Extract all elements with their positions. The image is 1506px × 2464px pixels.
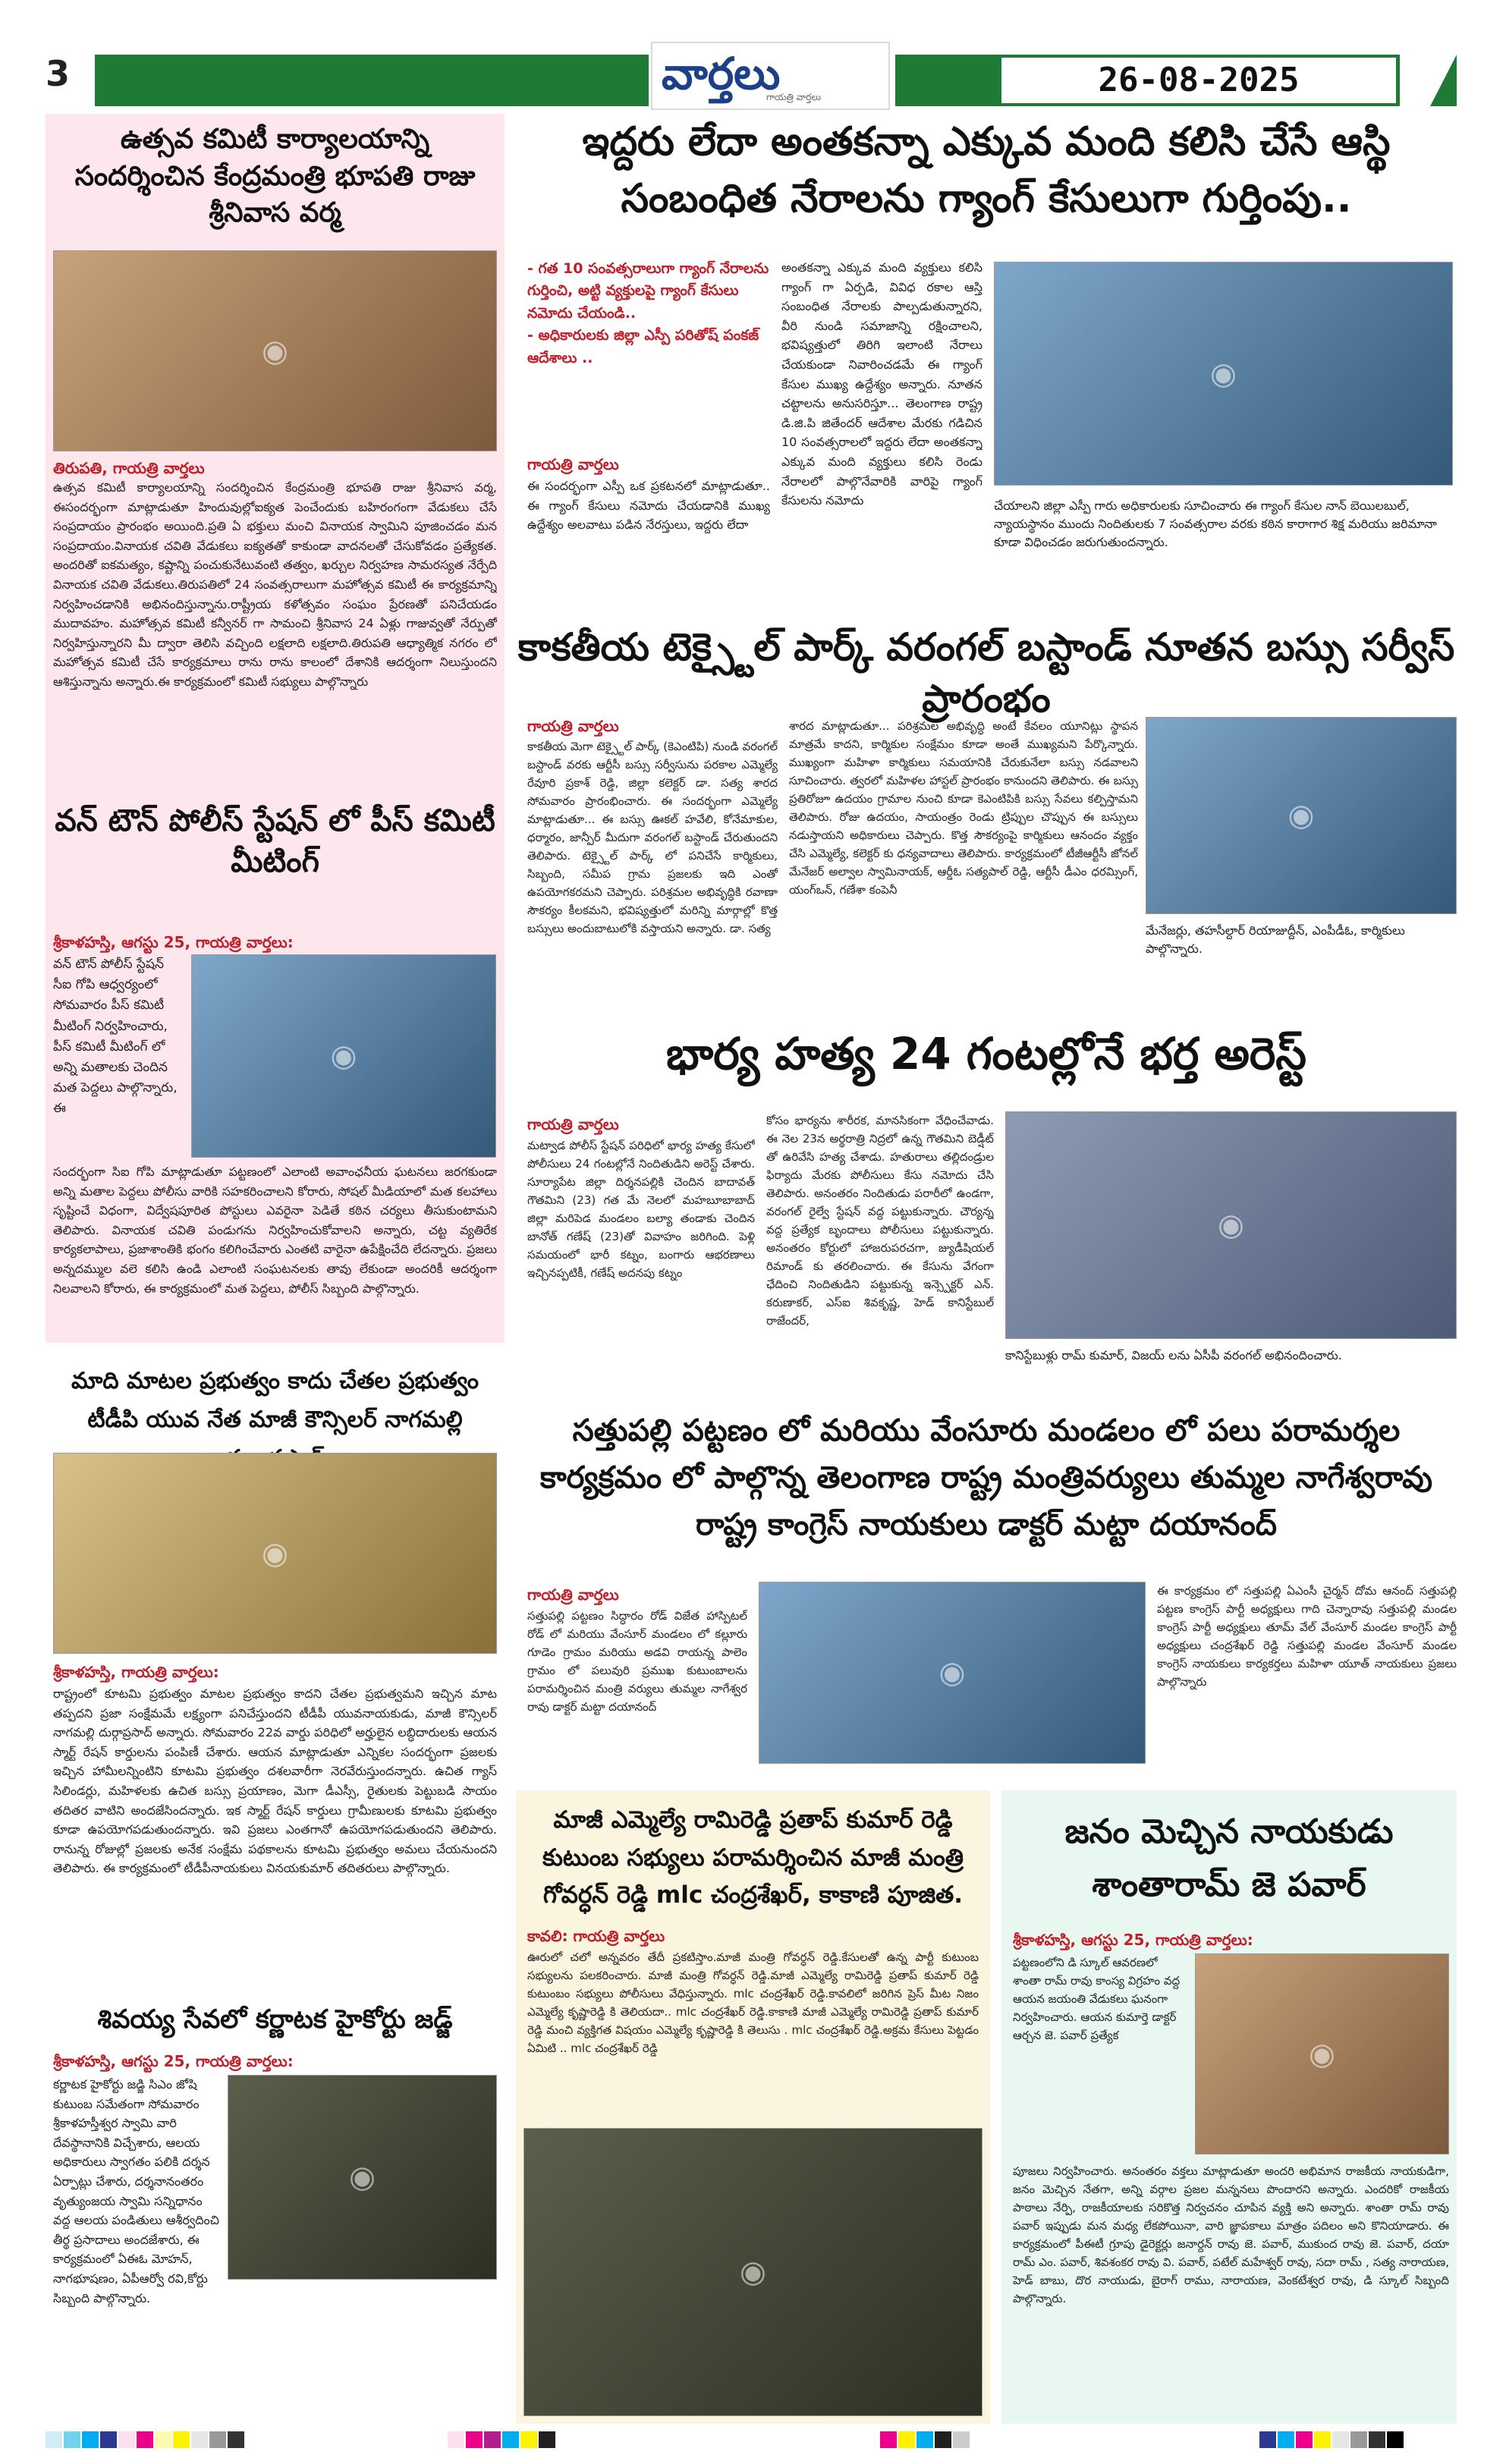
article-body: ఉత్సవ కమిటీ కార్యాలయాన్ని సందర్శించిన కేంద్రమంత్రి భూపతి రాజు శ్రీనివాస వర్మ, ఈసందర్భంగా మాట్లాడుతూ హిందువుల్లోఐక్యత పెంచేందుకు బహిరంగంగా వేడుకలు చేసే సంప్రదాయం ప్రారంభం అయింది.ప్రతి ఏ భక్తులు మంచి వినాయక స్వామిని పూజించడం మన సంప్రదాయం.వినాయక చవితి వేడుకలు ఐక్యతతో కాకుండా వాదనలతో చేసుకోవడం ప్రత్యేకత. అందరితో ఐకమత్యం, కష్టాన్ని పంచుకునేటువంటి తత్వం, ఖర్చుల నిర్వహణ సామరస్యత నేర్పేది వినాయక చవితి వేడుకలు.తిరుపతిలో 24 సంవత్సరాలుగా మహోత్సవ కమిటీ ఈ కార్యక్రమాన్ని నిర్వహించడానికి అభినందిస్తున్నాను.రాష్ట్రీయ కళోత్సవం సంఘం ప్రేరణతో పనిచేయడం ముదావహం. మహోత్సవ కమిటీ కన్వీనర్ గా సామంచి శ్రీనివాస 24 ఏళ్లు గాజువ్వతో నేర్పుతో నిర్వహిస్తున్నారని మీ ద్వారా తెలిసి వచ్చింది లక్షలాది లక్షలాది.తిరుపతి ఆధ్యాత్మిక నగరం లో మహోత్సవ కమిటీ చేసే కార్యక్రమాలు రాను రాను కాలంలో దేశానికి ఆదర్శంగా నిలుస్తుందని ఆశిస్తున్నాను అన్నారు.ఈ కార్యక్రమంలో కమిటీ సభ్యులు పాల్గొన్నారు <box>53 480 497 689</box>
article-byline: తిరుపతి, గాయత్రి వార్తలు <box>53 459 205 477</box>
article-byline: గాయత్రి వార్తలు <box>527 1115 619 1133</box>
article-body: అంతకన్నా ఎక్కువ మంది వ్యక్తులు కలిసి గ్యాంగ్ గా ఏర్పడి, వివిధ రకాల ఆస్తి సంబంధిత నేరాలకు పాల్పడుతున్నారని, వీరి నుండి సమాజాన్ని రక్షించాలని, భవిష్యత్తులో తిరిగి ఇలాంటి నేరాలు చేయకుండా నివారించడమే ఈ గ్యాంగ్ కేసుల ముఖ్య ఉద్దేశ్యం అన్నారు. నూతన చట్టాలను అనుసరిస్తూ... తెలంగాణ రాష్ట్ర డి.జి.పి జితేందర్ ఆదేశాల మేరకు గడిచిన 10 సంవత్సరాలలో ఇద్దరు లేదా అంతకన్నా ఎక్కువ మంది వ్యక్తులు కలిసి రెండు నేరాలలో పాల్గొనేవారికి వారిపై గ్యాంగ్ కేసులను నమోదు <box>781 260 983 508</box>
logo-text: వార్తలు <box>662 48 781 99</box>
logo-subtext: గాయత్రి వార్తలు <box>766 92 822 102</box>
article-headline: మాది మాటల ప్రభుత్వం కాదు చేతల ప్రభుత్వం టీడీపి యువ నేత మాజీ కౌన్సిలర్ నాగమల్లి <box>71 1368 479 1433</box>
article-byline: గాయత్రి వార్తలు <box>527 717 619 735</box>
article-body: ఈ కార్యక్రమం లో సత్తుపల్లి ఏఎంసీ చైర్మన్ దోమ ఆనంద్ సత్తుపల్లి పట్టణ కాంగ్రెస్ పార్టీ అధ్యక్షులు గాది చెన్నారావు సత్తుపల్లి మండల కాంగ్రెస్ పార్టీ అధ్యక్షులు తూమ్ వేల్ వేంసూర్ మండల కాంగ్రెస్ పార్టీ అధ్యక్షులు చంద్రశేఖర్ రెడ్డి సత్తుపల్లి మండల వేంసూర్ మండల కాంగ్రెస్ నాయకులు కార్యకర్తలు మహిళా యూత్ నాయకులు ప్రజలు పాల్గొన్నారు <box>1157 1584 1457 1689</box>
article-headline: ఉత్సవ కమిటీ కార్యాలయాన్ని సందర్శించిన కేంద్రమంత్రి భూపతి రాజు శ్రీనివాస వర్మ <box>74 124 476 229</box>
article-body: సందర్భంగా సిఐ గోపి మాట్లాడుతూ పట్టణంలో ఎలాంటి అవాంఛనీయ ఘటనలు జరగకుండా అన్ని మతాల పెద్దలు పోలీసు వారికి సహకరించాలని కోరారు, సోషల్ మీడియాలో మత కలహాలు సృష్టించే విధంగా, విద్వేషపూరిత పోస్టులు ఎవరైనా పెడితే కఠిన చర్యలు తీసుకుంటామని తెలిపారు. వినాయక చవితి పండుగను నిర్వహించుకోవాలని అన్నారు, చట్ట వ్యతిరేక కార్యకలాపాలు, ప్రజాశాంతికి భంగం కలిగించేవారు ఎంతటి వారైనా ఉపేక్షించేది లేదన్నారు. ప్రజలు అన్నదమ్ముల వలె కలిసి ఉండి ఎలాంటి సంఘటనలకు తావు లేకుండా అందరికీ ఆదర్శంగా నిలవాలని కోరారు, ఈ కార్యక్రమంలో మత పెద్దలు, పోలీస్ సిబ్బంది పాల్గొన్నారు. <box>53 1164 497 1296</box>
article-byline: గాయత్రి వార్తలు <box>527 455 619 473</box>
print-color-bar-left <box>46 2431 303 2448</box>
page-number: 3 <box>46 53 71 94</box>
article-body: శారద మాట్లాడుతూ... పరిశ్రమల అభివృద్ధి అంటే కేవలం యూనిట్లు స్థాపన మాత్రమే కాదని, కార్మికుల సంక్షేమం కూడా అంతే ముఖ్యమని పేర్కొన్నారు. ముఖ్యంగా మహిళా కార్మికులు సమయానికి చేరుకునేలా బస్సు నడవాలని సూచించారు. త్వరలో మహిళల హాస్టల్ ప్రారంభం కానుందని తెలిపారు. ఈ బస్సు ప్రతిరోజూ ఉదయం గ్రామాల నుంచి కూడా కెఎంటిపికి బస్సు సేవలు కల్పిస్తామని తెలిపారు. రోజు ఉదయం, సాయంత్రం రెండు ట్రిప్పుల చొప్పున ఈ బస్సులు నడుస్తాయని అధికారులు చెప్పారు. కొత్త సౌకర్యంపై కార్మికులు ఆనందం వ్యక్తం చేసి ఎమ్మెల్యే, కలెక్టర్ కు ధన్యవాదాలు తెలిపారు. కార్యక్రమంలో టీజీఆర్టీసీ జోనల్ మేనేజర్ అల్వాల స్వామినాయక్, ఆర్డీఓ సత్యపాల్ రెడ్డి, ఆర్టీసీ డీఎం ధరమ్సింగ్, యంగ్ఒన్, గణేశా కంపెనీ <box>789 719 1138 897</box>
article-body: కోసం భార్యను శారీరక, మానసికంగా వేధించేవాడు. ఈ నెల 23న అర్థరాత్రి నిద్రలో ఉన్న గౌతమిని బెడ్షీట్ తో ఉరివేసి హత్య చేశాడు. హతురాలు తల్లిదండ్రుల ఫిర్యాదు మేరకు పోలీసులు కేసు నమోదు చేసి తెలిపారు. అనంతరం నిందితుడు పరారీలో ఉండగా, వరంగల్ రైల్వే స్టేషన్ వద్ద పట్టుకున్నారు. చౌర్యన్న వద్ద ప్రత్యేక బృందాలు పోలీసులు పట్టుకున్నారు. అనంతరం కోర్టులో హాజరుపరచగా, జ్యుడీషియల్ రిమాండ్ కు తరలించారు. ఈ కేసును వేగంగా ఛేదించి నిందితుడిని పట్టుకున్న ఇన్స్పెక్టర్ ఎన్. కరుణాకర్, ఎస్ఐ శివకృష్ణ, హెడ్ కానిస్టేబుల్ రాజేందర్, <box>766 1114 994 1328</box>
print-color-bar-center <box>880 2431 1093 2448</box>
article-byline: గాయత్రి వార్తలు <box>527 1586 619 1604</box>
header-flag-icon <box>1400 55 1457 106</box>
article-photo: ◉ <box>1146 717 1457 914</box>
article-headline: మాజీ ఎమ్మెల్యే రామిరెడ్డి ప్రతాప్ కుమార్ రెడ్డి కుటుంబ సభ్యులు పరామర్శించిన మాజీ మంత్రి గోవర్ధన్ రెడ్డి mlc చంద్రశేఖర్, కాకాణి పూజిత. <box>542 1806 964 1909</box>
article-headline: జనం మెచ్చిన నాయకుడు శాంతారామ్ జె పవార్ <box>1064 1812 1394 1905</box>
article-body: రాష్ట్రంలో కూటమి ప్రభుత్వం మాటల ప్రభుత్వం కాదని చేతల ప్రభుత్వమని ఇచ్చిన మాట తప్పదని ప్రజా సంక్షేమమే లక్ష్యంగా పనిచేస్తుందని టీడీపీ యువనాయకుడు, మాజీ కౌన్సిలర్ నాగమల్లి దుర్గాప్రసాద్ అన్నారు. సోమవారం 22వ వార్డు పరిధిలో అర్హులైన లబ్ధిదారులకు ఆయన స్మార్ట్ రేషన్ కార్డులను పంపిణీ చేశారు. ఆయన మాట్లాడుతూ ఎన్నికల సందర్భంగా ప్రజలకు ఇచ్చిన హామీలన్నింటిని కూటమి ప్రభుత్వం దశలవారీగా నెరవేరుస్తుందన్నారు. ఉచిత గ్యాస్ సిలిండర్లు, మహిళలకు ఉచిత బస్సు ప్రయాణం, మెగా డీఎస్సీ, రైతులకు పెట్టుబడి సాయం తదితర వాటిని అందజేసిందన్నారు. ఇక స్మార్ట్ రేషన్ కార్డులు గ్రామీణులకు కూటమి ప్రభుత్వం కూడా ఉపయోగపడుతుందన్నారు. ఇవి ప్రజలు ఎంతగానో ఉపయోగపడుతుందని తెలిపారు. రానున్న రోజుల్లో ప్రజలకు అనేక సంక్షేమ పథకాలను కూటమి ప్రభుత్వం అమలు చేయనుందని తెలిపారు. ఈ కార్యక్రమంలో టీడీపీనాయకులు వినయకుమార్ తదితరులు పాల్గొన్నారు. <box>53 1686 497 1876</box>
article-body: సత్తుపల్లి పట్టణం సిద్ధారం రోడ్ విజేత హాస్పిటల్ రోడ్ లో మరియు వేంసూర్ మండలం లో కల్లూరు గూడెం గ్రామం మరియు అడవి రాయన్న పాలెం గ్రామం లో పలువురి ప్రముఖ కుటుంబాలను పరామర్శించిన మంత్రి వర్యులు తుమ్మల నాగేశ్వర రావు డాక్టర్ మట్టా దయానంద్ <box>527 1609 747 1714</box>
print-color-bar-center <box>448 2431 660 2448</box>
article-body-side: పట్టణంలోని డి స్కూల్ ఆవరణలో శాంతా రామ్ రావు కాంస్య విగ్రహం వద్ద ఆయన జయంతి వేడుకలు ఘనంగా నిర్వహించారు. ఆయన కుమార్తె డాక్టర్ ఆర్చన జె. పవార్ ప్రత్యేక <box>1013 1956 1181 2042</box>
article-body-side: వన్ టౌన్ పోలీస్ స్టేషన్ సీఐ గోపి ఆధ్వర్యంలో సోమవారం పీస్ కమిటీ మీటింగ్ నిర్వహించారు, పీస్ కమిటీ మీటింగ్ లో అన్ని మతాలకు చెందిన మత పెద్దలు పాల్గొన్నారు, ఈ <box>53 957 178 1117</box>
photo-caption: మేనేజర్లు, తహసీల్దార్ రియాజుద్దీన్, ఎంపీడీఓ, కార్మికులు పాల్గొన్నారు. <box>1146 923 1405 956</box>
article-photo: ◉ <box>53 250 497 451</box>
article-byline: శ్రీకాళహస్తి, ఆగస్టు 25, గాయత్రి వార్తలు: <box>53 2052 294 2070</box>
article-photo: ◉ <box>228 2075 497 2280</box>
article-body: ఈ సందర్భంగా ఎస్పీ ఒక ప్రకటనలో మాట్లాడుతూ.. ఈ గ్యాంగ్ కేసులు నమోదు చేయడానికి ముఖ్య ఉద్దేశ్యం అలవాటు పడిన నేరస్తులు, ఇద్దరు లేదా <box>527 479 770 533</box>
article-byline: కావలి: గాయత్రి వార్తలు <box>527 1927 665 1945</box>
article-body: పూజలు నిర్వహించారు. అనంతరం వక్తలు మాట్లాడుతూ అందరి అభిమాన రాజకీయ నాయకుడిగా, జనం మెచ్చిన నేతగా, అన్ని వర్గాల ప్రజల మన్ననలు పొందారని అన్నారు. ఎందరికో రాజకీయ పాఠాలు నేర్పి, రాజకీయాలకు సరికొత్త నిర్వచనం చూపిన వ్యక్తి అని అన్నారు. శాంతా రామ్ రావు పవార్ ఇప్పుడు మన మధ్య లేకపోయినా, వారి జ్ఞాపకాలు మాత్రం పదిలం అని కొనియాడారు. ఈ కార్యక్రమంలో పీఈటీ గ్రూపు డైరెక్టర్లు జనార్దన్ రావు జె. పవార్, ముకుంద రావు జె. పవార్, దయా రామ్ ఎం. పవార్, శివశంకర రావు వి. పవార్, పటేల్ మహేశ్వర్ రావు, సదా రామ్ , సత్య నారాయణ, హెడ్ బాబు, దొర నాయుడు, బైరాగ్ రాము, నారాయణ, వెంకటేశ్వర రావు, డి స్కూల్ సిబ్బంది పాల్గొన్నారు. <box>1013 2164 1449 2305</box>
article-headline: సత్తుపల్లి పట్టణం లో మరియు వేంసూరు మండలం లో పలు పరామర్శల కార్యక్రమం లో పాల్గొన్న తెలంగాణ రాష్ట్ర మంత్రివర్యులు తుమ్మల నాగేశ్వరావు రాష్ట్ర కాంగ్రెస్ నాయకులు డాక్టర్ మట్టా దయానంద్ <box>539 1413 1433 1542</box>
issue-date: 26-08-2025 <box>1001 58 1396 103</box>
article-photo: ◉ <box>523 2128 983 2416</box>
article-byline: శ్రీకాళహస్తి, ఆగస్టు 25, గాయత్రి వార్తలు: <box>1013 1931 1253 1949</box>
photo-caption: కానిస్టేబుళ్లు రామ్ కుమార్, విజయ్ లను ఏసీపీ వరంగల్ అభినందించారు. <box>1005 1348 1342 1362</box>
article-photo: ◉ <box>191 954 496 1158</box>
photo-caption: చేయాలని జిల్లా ఎస్పీ గారు అధికారులకు సూచించారు ఈ గ్యాంగ్ కేసుల నాన్ బెయిలబుల్, న్యాయస్థానం ముందు నిందితులకు 7 సంవత్సరాల వరకు కఠిన కారాగార శిక్ష మరియు జరిమానా కూడా విధించడం జరుగుతుందన్నారు. <box>994 498 1437 549</box>
article-headline: కాకతీయ టెక్స్టైల్ పార్క్ వరంగల్ బస్టాండ్ నూతన బస్సు సర్వీస్ ప్రారంభం <box>517 625 1455 721</box>
article-highlights <box>527 258 770 440</box>
article-photo: ◉ <box>1195 1953 1449 2154</box>
article-body: ఊరులో చలో అన్నవరం తేదీ ప్రకటిస్తాం.మాజీ మంత్రి గోవర్ధన్ రెడ్డి.కేసులతో ఉన్న పార్టీ కుటుంబ సభ్యులను పలకరించారు. మాజీ మంత్రి గోవర్ధన్ రెడ్డి.మాజీ ఎమ్మెల్యే రామిరెడ్డి ప్రతాప్ కుమార్ రెడ్డి కుటుంబం సభ్యులు పోలీసులు వేధిస్తున్నారు. mlc చంద్రశేఖర్ రెడ్డి.కావలిలో జరిగిన ప్రెస్ మీట నిజం ఎమ్మెల్యే కృష్ణారెడ్డి కి తెలియదా.. mlc చంద్రశేఖర్ రెడ్డి.కాకాణి మాజీ ఎమ్మెల్యే రామిరెడ్డి ప్రతాప్ కుమార్ రెడ్డి మంచి వ్యక్తిగత విషయం ఎమ్మెల్యే కృష్ణారెడ్డి కి తెలుసు . mlc చంద్రశేఖర్ రెడ్డి.అక్రమ కేసులు పెట్టడం ఏమిటి .. mlc చంద్రశేఖర్ రెడ్డి <box>527 1950 979 2055</box>
article-body: కాకతీయ మెగా టెక్స్టైల్ పార్క్ (కెఎంటిపి) నుండి వరంగల్ బస్టాండ్ వరకు ఆర్టీసీ బస్సు సర్వీసును పరకాల ఎమ్మెల్యే రేవూరి ప్రకాశ్ రెడ్డి, జిల్లా కలెక్టర్ డా. సత్య శారద సోమవారం ప్రారంభించారు. ఈ సందర్భంగా ఎమ్మెల్యే మాట్లాడుతూ... ఈ బస్సు ఊకల్ హవేలి, కోనేమాకుల, ధర్మారం, జాన్పీర్ మీదుగా వరంగల్ బస్టాండ్ చేరుతుందని తెలిపారు. టెక్స్టైల్ పార్క్ లో పనిచేసే కార్మికులు, సిబ్బంది, సమీప గ్రామ ప్రజలకు ఇది ఎంతో ఉపయోగకరమని చెప్పారు. పరిశ్రమల అభివృద్ధికి రవాణా సౌకర్యం కీలకమని, భవిష్యత్తులో మరిన్ని మార్గాల్లో కొత్త బస్సులు అందుబాటులోకి వస్తాయని అన్నారు. డా. సత్య <box>527 740 778 935</box>
article-headline: శివయ్య సేవలో కర్ణాటక హైకోర్టు జడ్జ్ <box>97 2004 453 2035</box>
article-headline: భార్య హత్య 24 గంటల్లోనే భర్త అరెస్ట్ <box>666 1028 1306 1080</box>
article-byline: శ్రీకాళహస్తి, ఆగస్టు 25, గాయత్రి వార్తలు: <box>53 933 294 951</box>
article-body: కర్ణాటక హైకోర్టు జడ్జి సిఎం జోషి కుటుంబ సమేతంగా సోమవారం శ్రీకాళహస్తీశ్వర స్వామి వారి దేవస్థానానికి విచ్చేశారు, ఆలయ అధికారులు స్వాగతం పలికి దర్శన ఏర్పాట్లు చేశారు, దర్శనానంతరం వృత్యుంజయ స్వామి సన్నిధానం వద్ద ఆలయ పండితులు ఆశీర్వదించి తీర్థ ప్రసాదాలు అందజేశారు, ఈ కార్యక్రమంలో ఏఈఓ మోహన్, నాగభూషణం, ఏపీఆర్వో రవి,కోర్టు సిబ్బంది పాల్గొన్నారు. <box>53 2077 219 2305</box>
highlight-item: - గత 10 సంవత్సరాలుగా గ్యాంగ్ నేరాలను గుర్తించి, అట్టి వ్యక్తులపై గ్యాంగ్ కేసులు నమోదు చేయండి.. <box>527 260 769 322</box>
article-byline: శ్రీకాళహస్తి, గాయత్రి వార్తలు: <box>53 1663 219 1681</box>
article-photo: ◉ <box>994 262 1453 486</box>
article-headline: వన్ టౌన్ పోలీస్ స్టేషన్ లో పీస్ కమిటీ మీటింగ్ <box>55 803 495 879</box>
article-headline: ఇద్దరు లేదా అంతకన్నా ఎక్కువ మంది కలిసి చేసే ఆస్థి సంబంధిత నేరాలను గ్యాంగ్ కేసులుగా గుర్తింపు.. <box>582 119 1391 222</box>
masthead-logo <box>651 42 890 110</box>
highlight-item: - అధికారులకు జిల్లా ఎస్పీ పరితోష్ పంకజ్ ఆదేశాలు .. <box>527 327 759 366</box>
article-photo: ◉ <box>1005 1111 1457 1339</box>
article-photo: ◉ <box>759 1582 1146 1764</box>
header-bar-left <box>95 55 649 106</box>
article-body: మట్వాడ పోలీస్ స్టేషన్ పరిధిలో భార్య హత్య కేసులో పోలీసులు 24 గంటల్లోనే నిందితుడిని అరెస్ట్ చేశారు. సూర్యాపేట జిల్లా దిర్శనపల్లికి చెందిన బాదావత్ గౌతమిని (23) గత మే నెలలో మహబూబాబాద్ జిల్లా మరిపెడ మండలం బల్యా తండాకు చెందిన బానోత్ గణేష్ (23)తో వివాహం జరిగింది. పెళ్లి సమయంలో భారీ కట్నం, బంగారు ఆభరణాలు ఇచ్చినప్పటికీ, గణేష్ అదనపు కట్నం <box>527 1139 755 1280</box>
print-color-bar-right <box>1259 2431 1464 2448</box>
article-photo: ◉ <box>53 1453 497 1654</box>
